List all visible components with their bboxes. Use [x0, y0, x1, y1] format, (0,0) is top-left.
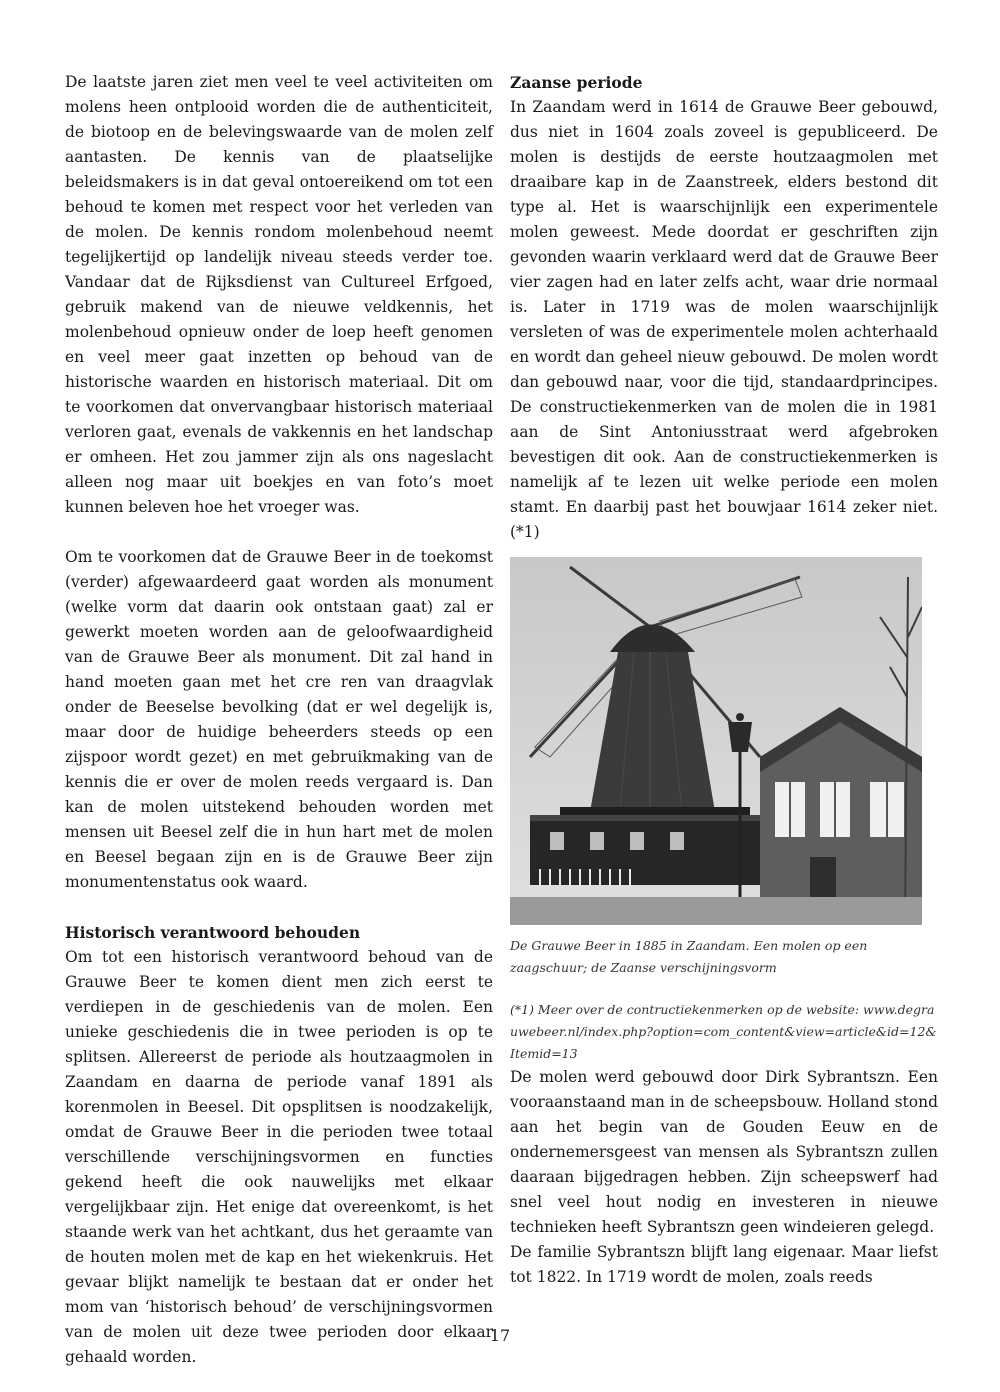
section-heading-historisch: Historisch verantwoord behouden: [65, 923, 361, 942]
left-column: [65, 70, 493, 1370]
section-heading-zaanse: Zaanse periode: [510, 73, 643, 92]
intro-paragraph: De laatste jaren ziet men veel te veel activiteiten om molens heen ontplooid worden die de authenticiteit, de biotoop en de belevingswaarde van de molen zelf aantasten. De kennis van de plaatselijke beleidsmakers is in dat geval ontoereikend om tot een behoud te komen met respect voor het verleden van de molen. De kennis rondom molenbehoud neemt tegelijkertijd op landelijk niveau steeds verder toe. Vandaar dat de Rijksdienst van Cultureel Erfgoed, gebruik makend van de nieuwe veldkennis, het molenbehoud opnieuw onder de loep heeft genomen en veel meer gaat inzetten op behoud van de historische waarden en historisch materiaal. Dit om te voorkomen dat onvervangbaar historisch materiaal verloren gaat, evenals de vakkennis en het landschap er omheen. Het zou jammer zijn als ons nageslacht alleen nog maar uit boekjes en van foto’s moet kunnen beleven hoe het vroeger was.: [65, 73, 493, 516]
photo-caption: De Grauwe Beer in 1885 in Zaandam. Een molen op een zaagschuur; de Zaanse verschijningsvorm: [510, 938, 868, 975]
monument-paragraph: Om te voorkomen dat de Grauwe Beer in de toekomst (verder) afgewaardeerd gaat worden als monument (welke vorm dat daarin ook ontstaan gaat) zal er gewerkt moeten worden aan de geloofwaardigheid van de Grauwe Beer als monument. Dit zal hand in hand moeten gaan met het cre ren van draagvlak onder de Beeselse bevolking (dat er wel degelijk is, maar door de huidige beheerders steeds op een zijspoor wordt gezet) en met gebruikmaking van de kennis die er over de molen reeds vergaard is. Dan kan de molen uitstekend behouden worden met mensen uit Beesel zelf die in hun hart met de molen en Beesel begaan zijn en is de Grauwe Beer zijn monumentenstatus ook waard.: [65, 548, 493, 891]
sybrantszn-paragraph: De molen werd gebouwd door Dirk Sybrantszn. Een vooraanstaand man in de scheepsbouw. Holland stond aan het begin van de Gouden Eeuw en de ondernemersgeest van mensen als Sybrantszn zullen daaraan bijgedragen hebben. Zijn scheepswerf had snel veel hout nodig en investeren in nieuwe technieken heeft Sybrantszn geen windeieren gelegd.: [510, 1068, 938, 1236]
right-column: [510, 70, 938, 1290]
zaanse-paragraph: In Zaandam werd in 1614 de Grauwe Beer gebouwd, dus niet in 1604 zoals zoveel is gepubliceerd. De molen is destijds de eerste houtzaagmolen met draaibare kap in de Zaanstreek, elders bestond dit type al. Het is waarschijnlijk een experimentele molen geweest. Mede doordat er geschriften zijn gevonden waarin verklaard werd dat de Grauwe Beer vier zagen had en later zelfs acht, waar drie normaal is. Later in 1719 was de molen waarschijnlijk versleten of was de experimentele molen achterhaald en wordt dan geheel nieuw gebouwd. De molen wordt dan gebouwd naar, voor die tijd, standaardprincipes. De constructiekenmerken van de molen die in 1981 aan de Sint Antoniusstraat werd afgebroken bevestigen dit ook. Aan de constructiekenmerken is namelijk af te lezen uit welke periode een molen stamt. En daarbij past het bouwjaar 1614 zeker niet.(*1): [510, 98, 938, 541]
historisch-paragraph: Om tot een historisch verantwoord behoud van de Grauwe Beer te komen dient men zich eerst te verdiepen in de geschiedenis van de molen. Een unieke geschiedenis die in twee perioden is op te splitsen. Allereerst de periode als houtzaagmolen in Zaandam en daarna de periode vanaf 1891 als korenmolen in Beesel. Dit opsplitsen is noodzakelijk, omdat de Grauwe Beer in die perioden twee totaal verschillende verschijningsvormen en functies gekend heeft die ook nauwelijks met elkaar vergelijkbaar zijn. Het enige dat overeenkomt, is het staande werk van het achtkant, dus het geraamte van de houten molen met de kap en het wiekenkruis. Het gevaar blijkt namelijk te bestaan dat er onder het mom van ‘historisch behoud’ de verschijningsvormen van de molen uit deze twee perioden door elkaar gehaald worden.: [65, 948, 493, 1366]
footnote: (*1) Meer over de contructiekenmerken op de website: www.degrauwebeer.nl/index.php?option=com_content&view=article&id=12&Itemid=13: [510, 1002, 937, 1061]
familie-paragraph: De familie Sybrantszn blijft lang eigenaar. Maar liefst tot 1822. In 1719 wordt de molen, zoals reeds: [510, 1243, 938, 1286]
windmill-photo: [510, 557, 922, 925]
page-number: 17: [489, 1326, 511, 1345]
